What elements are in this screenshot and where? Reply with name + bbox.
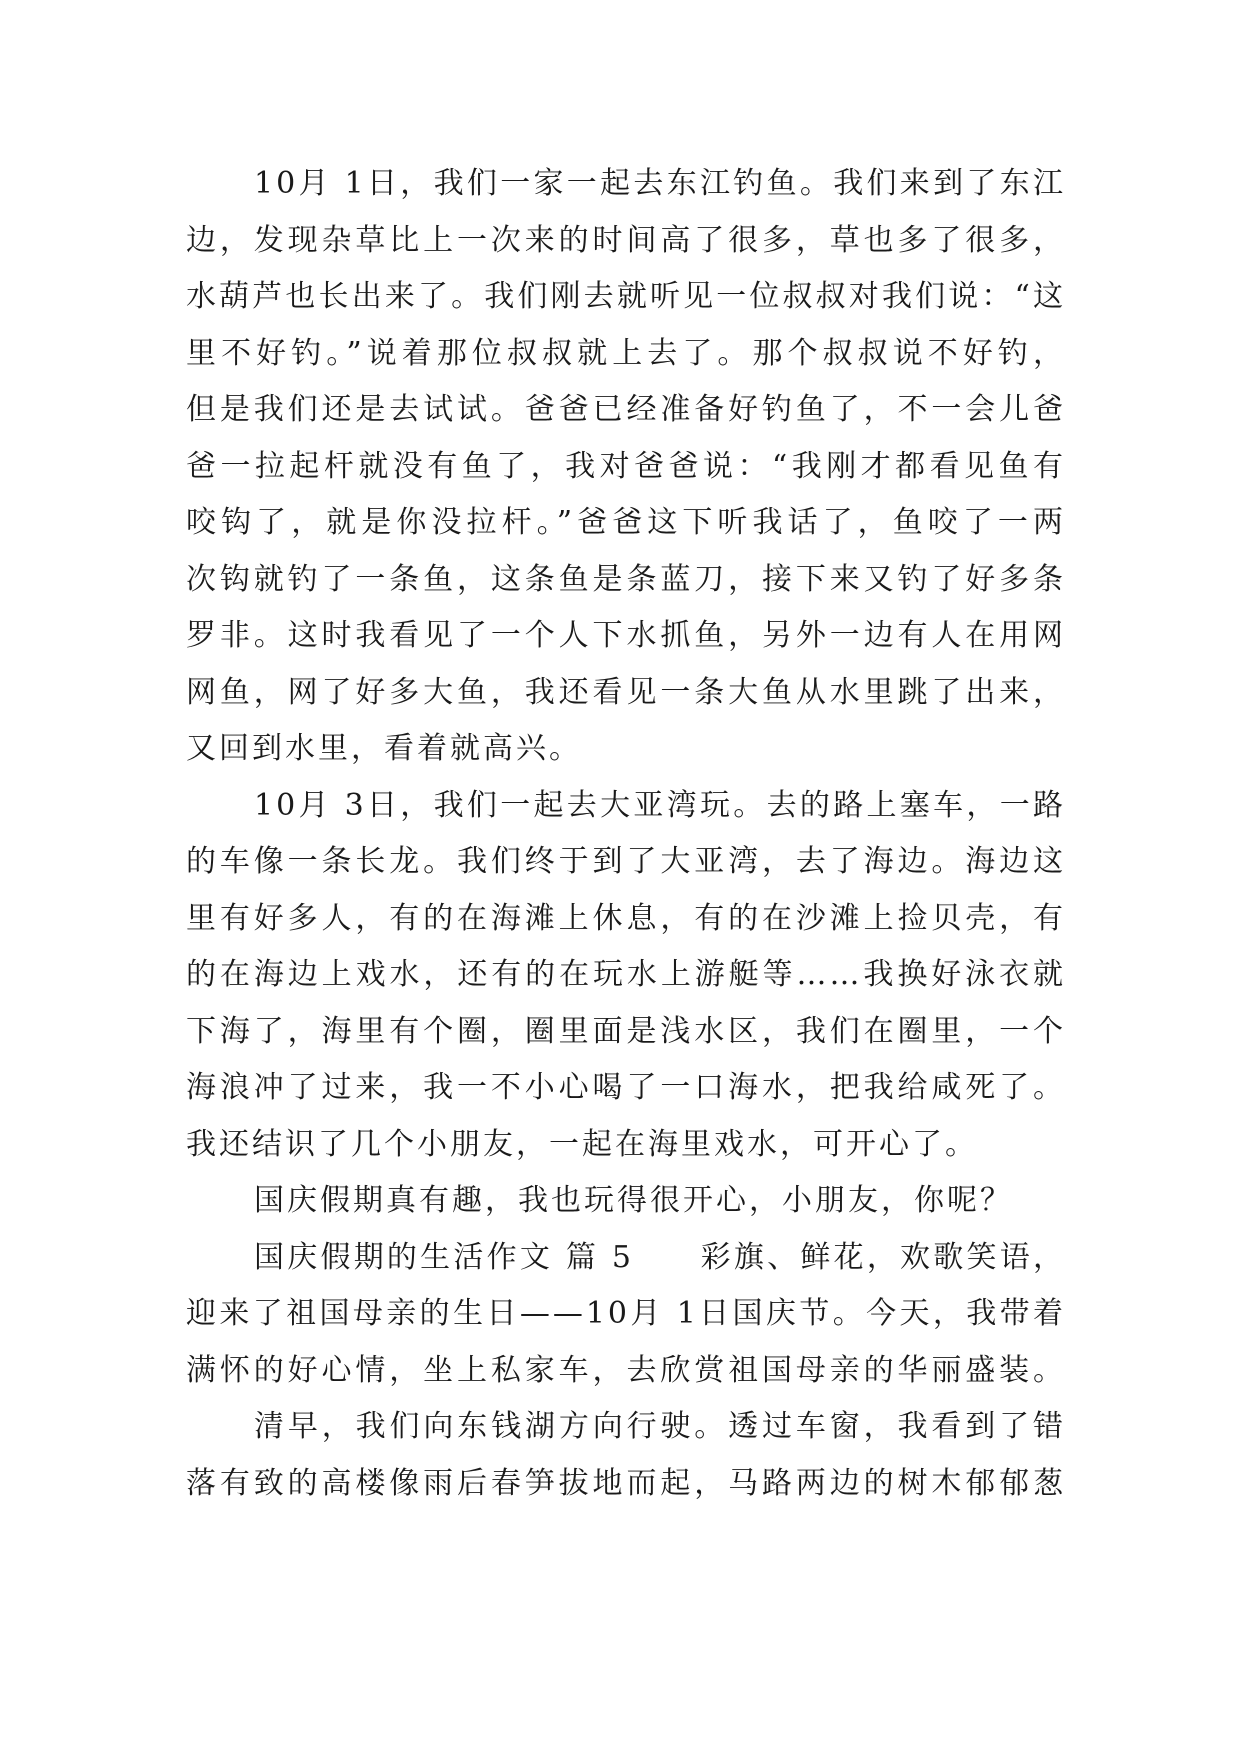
text-line: 迎来了祖国母亲的生日——10月 1日国庆节。今天，我带着 [186,1296,1066,1331]
text-line: 10月 1日，我们一家一起去东江钓鱼。我们来到了东江 [254,166,1066,201]
text-line: 罗非。这时我看见了一个人下水抓鱼，另外一边有人在用网 [186,618,1066,653]
text-line: 下海了，海里有个圈，圈里面是浅水区，我们在圈里，一个 [186,1013,1066,1049]
text-line: 我还结识了几个小朋友，一起在海里戏水，可开心了。 [186,1126,978,1162]
text-line: 清早，我们向东钱湖方向行驶。透过车窗，我看到了错 [254,1409,1066,1444]
text-line: 10月 3日，我们一起去大亚湾玩。去的路上塞车，一路 [254,787,1066,823]
text-line: 满怀的好心情，坐上私家车，去欣赏祖国母亲的华丽盛装。 [186,1352,1066,1388]
text-line: 里不好钓。”说着那位叔叔就上去了。那个叔叔说不好钓， [186,335,1066,371]
text-line: 网鱼，网了好多大鱼，我还看见一条大鱼从水里跳了出来， [186,674,1066,710]
text-line: 国庆假期的生活作文 篇 5 彩旗、鲜花，欢歌笑语， [254,1239,1066,1275]
text-line: 的在海边上戏水，还有的在玩水上游艇等……我换好泳衣就 [186,957,1066,992]
text-line: 咬钩了，就是你没拉杆。”爸爸这下听我话了，鱼咬了一两 [186,505,1066,540]
text-line: 又回到水里，看着就高兴。 [186,731,582,766]
text-line: 海浪冲了过来，我一不小心喝了一口海水，把我给咸死了。 [186,1070,1066,1105]
text-line: 里有好多人，有的在海滩上休息，有的在沙滩上捡贝壳，有 [186,900,1066,936]
text-line: 爸一拉起杆就没有鱼了，我对爸爸说：“我刚才都看见鱼有 [186,448,1066,484]
document-body-text [186,156,1066,1512]
text-line: 落有致的高楼像雨后春笋拔地而起，马路两边的树木郁郁葱 [186,1465,1066,1501]
text-line: 但是我们还是去试试。爸爸已经准备好钓鱼了，不一会儿爸 [186,392,1066,427]
text-line: 边，发现杂草比上一次来的时间高了很多，草也多了很多， [186,222,1066,258]
text-line: 的车像一条长龙。我们终于到了大亚湾，去了海边。海边这 [186,844,1066,879]
text-line: 国庆假期真有趣，我也玩得很开心，小朋友，你呢？ [254,1183,1013,1218]
text-line: 水葫芦也长出来了。我们刚去就听见一位叔叔对我们说：“这 [186,279,1066,314]
text-line: 次钩就钓了一条鱼，这条鱼是条蓝刀，接下来又钓了好多条 [186,561,1066,597]
